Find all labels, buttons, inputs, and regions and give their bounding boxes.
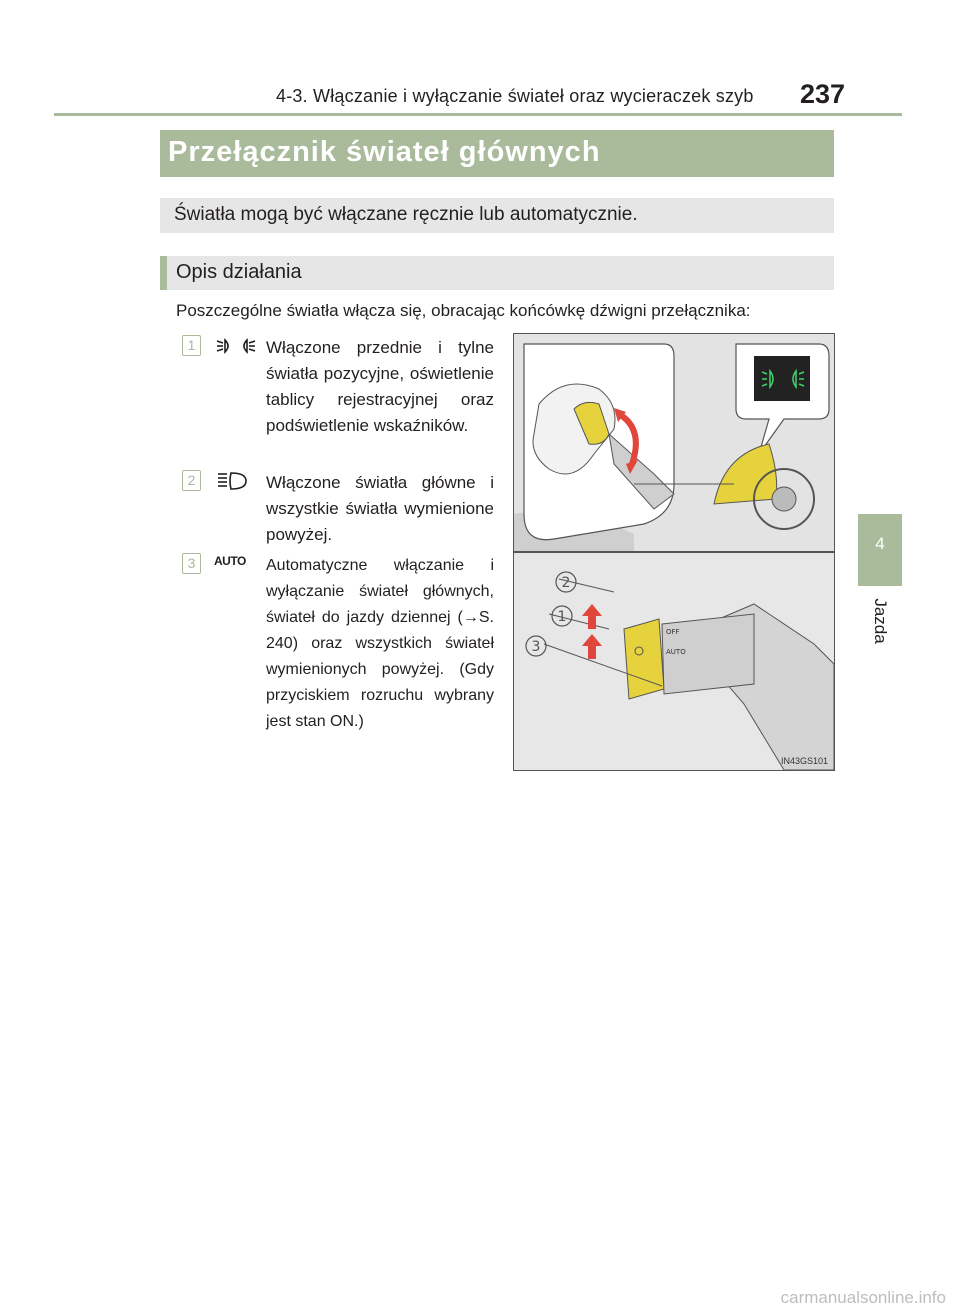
subheading-bar	[160, 256, 834, 290]
label-2: 2	[561, 575, 571, 591]
switch-mark-off: OFF	[666, 628, 680, 636]
item-number: 1	[182, 335, 201, 356]
page-title: Przełącznik świateł głównych	[168, 136, 601, 168]
subheading: Opis działania	[176, 261, 302, 283]
item-description: Włączone światła główne i wszystkie światła wymienione powyżej.	[266, 473, 494, 544]
watermark: carmanualsonline.info	[780, 1288, 946, 1307]
item-description: Włączone przednie i tylne światła pozycyjne, oświetlenie tablicy rejestracyjnej oraz podświetlenie wskaźników.	[266, 338, 494, 435]
chapter-label	[858, 586, 902, 656]
headlights-icon	[216, 470, 256, 492]
page-number: 237	[800, 79, 846, 109]
light-switch-illustration	[513, 333, 835, 771]
switch-mark-auto: AUTO	[666, 648, 686, 656]
chapter-tab: 4	[858, 514, 902, 586]
lead-bar	[160, 198, 834, 233]
chapter-label-text: Jazda	[871, 598, 890, 644]
section-header: 4-3. Włączanie i wyłączanie świateł oraz wycieraczek szyb	[276, 86, 754, 106]
lever-end-highlight	[624, 619, 664, 699]
lead-text: Światła mogą być włączane ręcznie lub automatycznie.	[174, 204, 638, 225]
auto-icon: AUTO	[214, 554, 246, 568]
item-number: 3	[182, 553, 201, 574]
intro-text: Poszczególne światła włącza się, obracając końcówkę dźwigni przełącznika:	[176, 301, 751, 320]
header-rule	[54, 113, 902, 116]
label-3: 3	[531, 639, 541, 655]
item-number: 2	[182, 470, 201, 491]
item-description: Automatyczne włączanie i wyłączanie świateł głównych, świateł do jazdy dziennej (→S. 240) oraz wszystkich świateł wymienionych powyżej. (Gdy przyciskiem rozruchu wybrany jest stan ON.)	[266, 557, 494, 730]
page-title-bar	[160, 130, 834, 177]
parking-lights-icon	[216, 335, 256, 357]
subheading-accent	[160, 256, 167, 290]
label-1: 1	[557, 609, 567, 625]
figure-code: IN43GS101	[780, 756, 828, 766]
illustration-svg	[514, 334, 834, 770]
